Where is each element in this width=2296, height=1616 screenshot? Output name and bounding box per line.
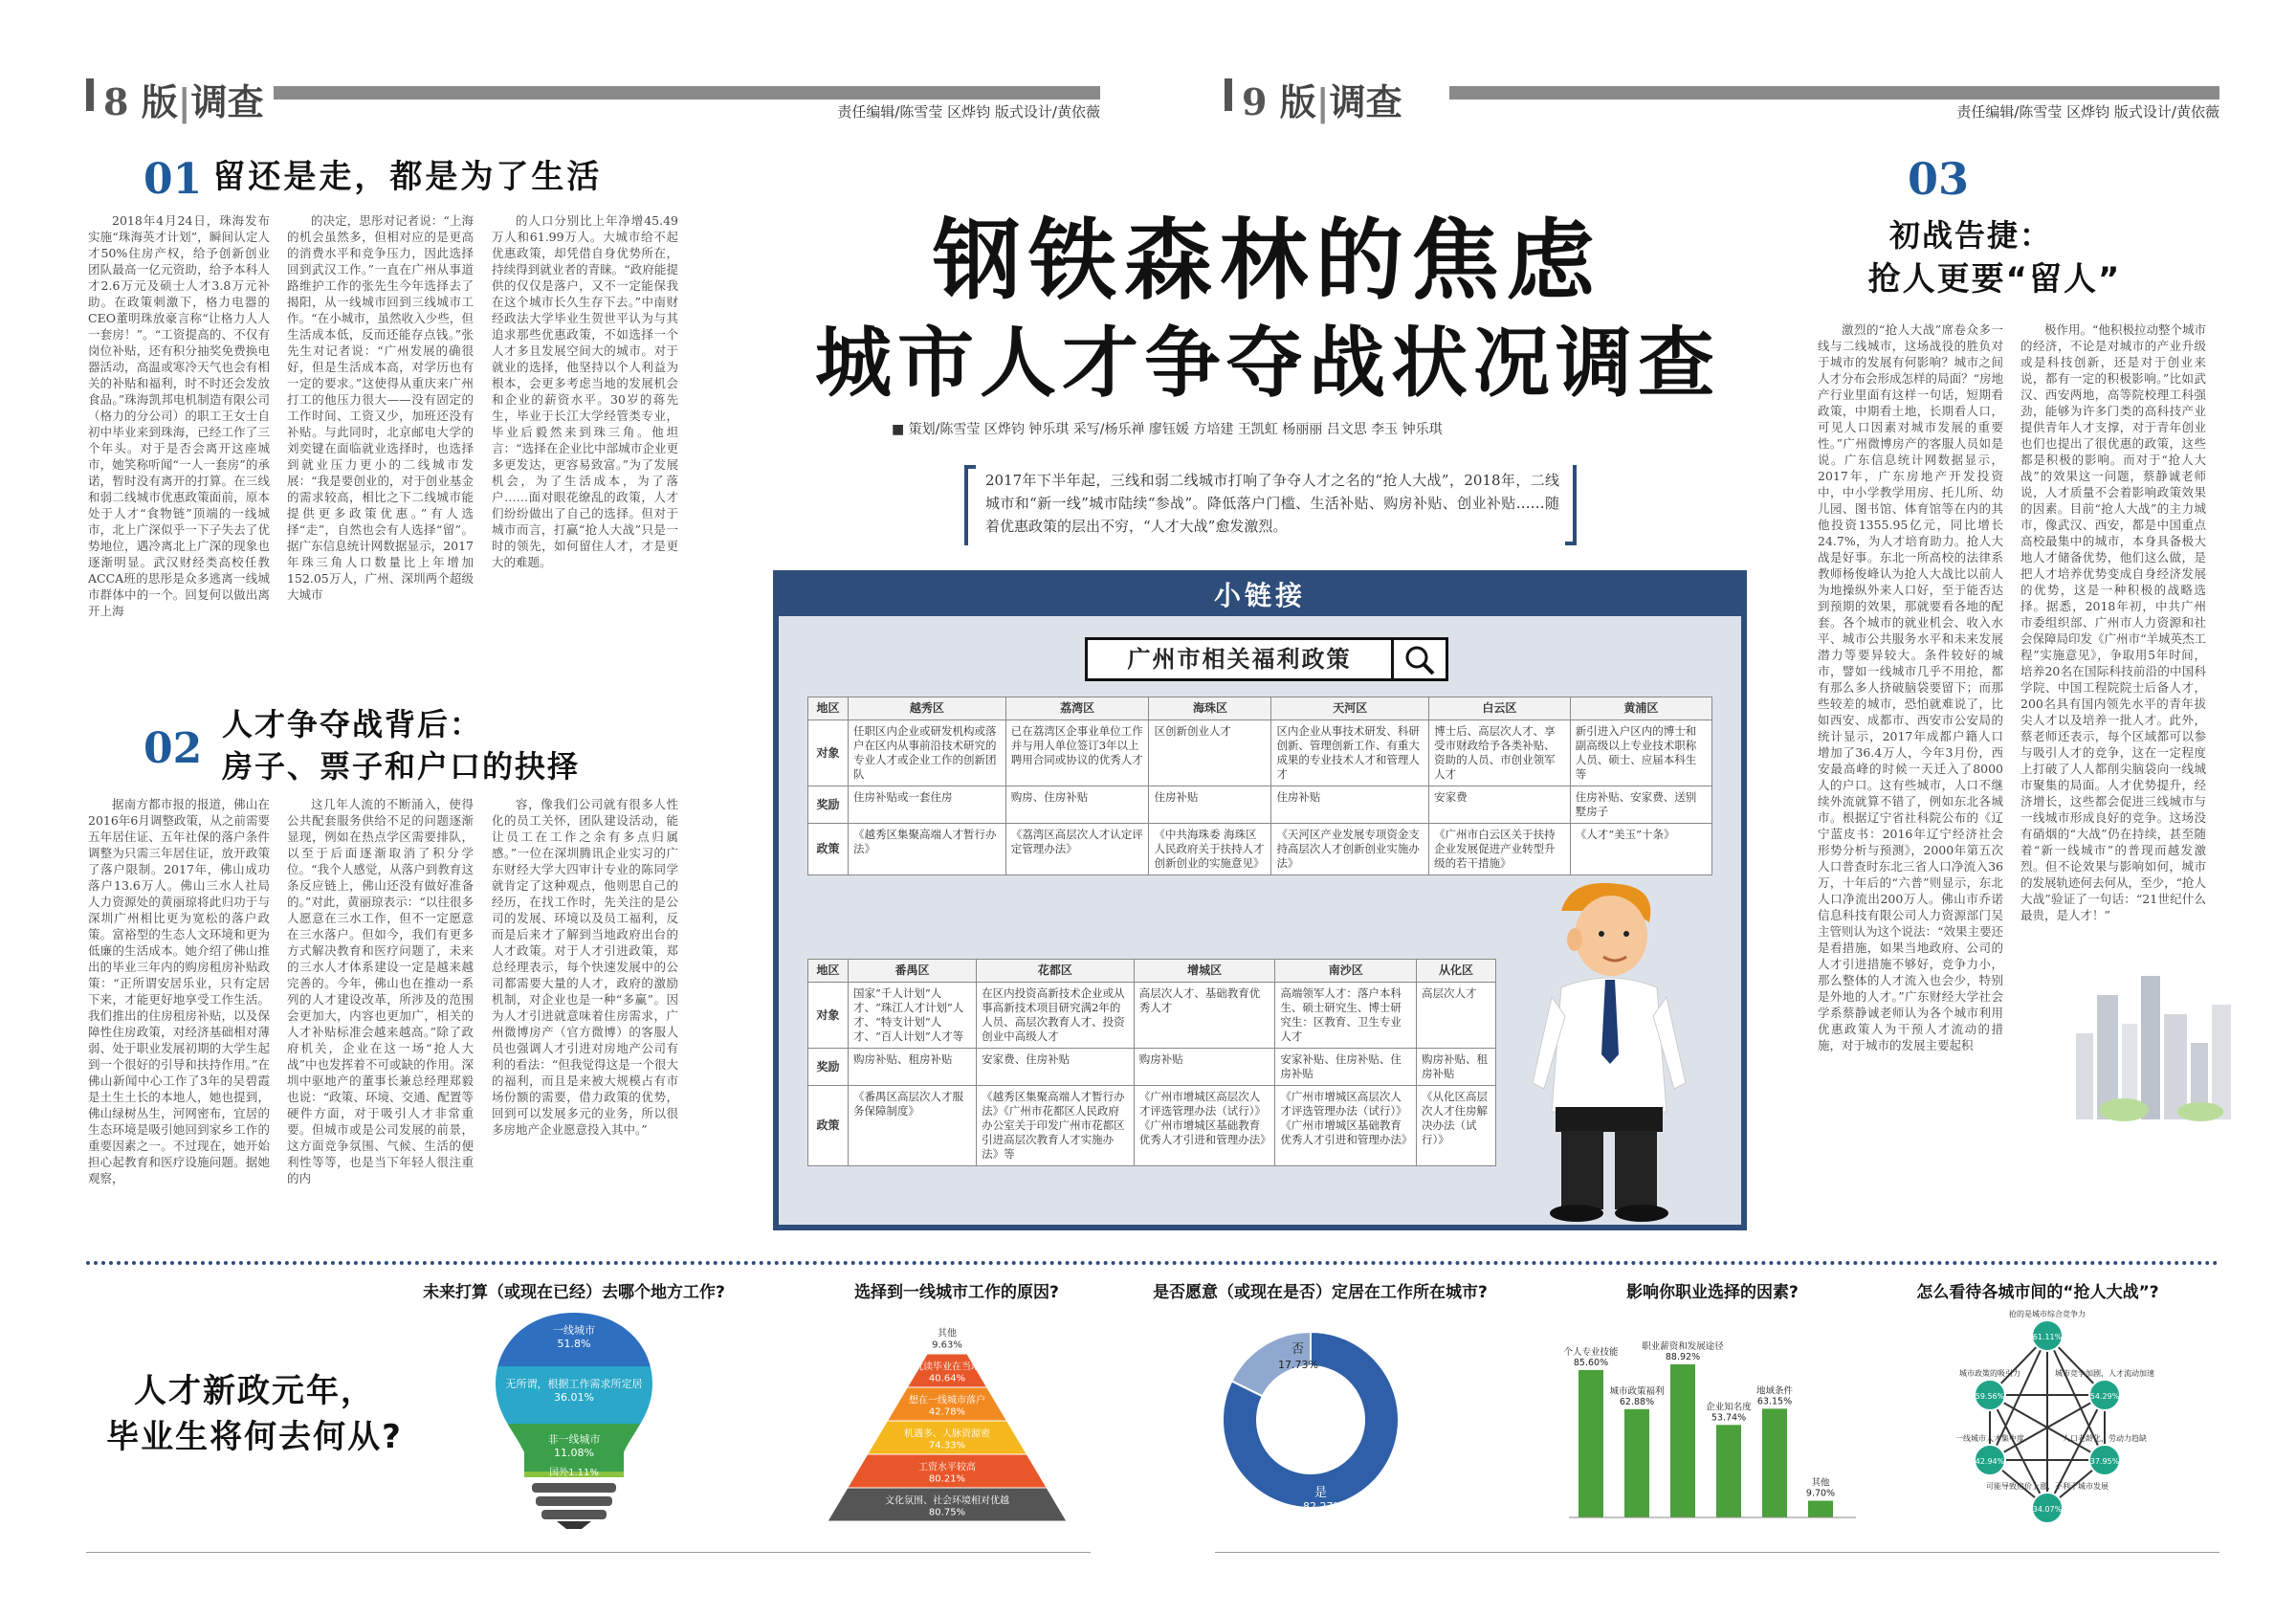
table-cell: 《中共海珠委 海珠区人民政府关于扶持人才创新创业的实施意见》 [1149, 824, 1271, 875]
byline: ■ 策划/陈雪莹 区烨钧 钟乐琪 采写/杨乐禅 廖钰媛 方培建 王凯虹 杨丽丽 吕文思 李玉 钟乐琪 [892, 422, 1443, 437]
page-number: 8 [103, 80, 129, 123]
article-column: 2018年4月24日，珠海发布实施“珠海英才计划”，瞬间认定人才50%住房产权，给予创新创业团队最高一亿元资助，给予本科人才2.6万元及硕士人才3.8万元补助。在政策刺激下，格力电器的CEO董明珠放豪言称“让格力人人一套房！”。“工资提高的、不仅有岗位补贴，还有积分抽奖免费换电器活动，高温或寒冷天气也会有相关的补贴和福利，时不时还会发放食品。”珠海凯邦电机制造有限公司（格力的分公司）的职工王女士自初中毕业来到珠海，已经工作了三个年头。对于是否会离开这座城市，她笑称听闻“一人一套房”的承诺，暂时没有离开的打算。在三线和弱二线城市优惠政策面前，原本处于人才“食物链”顶端的一线城市，北上广深似乎一下子失去了优势地位，遇冷离北上广深的现象也逐渐明显。武汉财经类高校任教ACCA班的思彤是众多逃离一线城市群体中的一个。回复何以做出离开上海 [88, 213, 270, 618]
panel-title-bar [779, 576, 1741, 616]
table-header: 黄浦区 [1570, 697, 1711, 720]
section-number: 01 [144, 155, 203, 204]
table-header: 增城区 [1134, 960, 1275, 983]
pyramid-label: 机遇多、人脉资源密 [904, 1428, 990, 1440]
pyramid-chart [823, 1320, 1071, 1521]
pyramid-label: 其他 [938, 1328, 957, 1339]
bar-label: 城市政策福利 [1609, 1385, 1665, 1397]
table-cell: 《广州市白云区关于扶持企业发展促进产业转型升级的若干措施》 [1429, 824, 1571, 875]
chart-label: 无所谓，根据工作需求所定居 [505, 1378, 643, 1390]
bar-label: 个人专业技能 [1563, 1346, 1619, 1358]
table-row [808, 983, 1496, 1049]
infographic-heading-line: 人才新政元年， [134, 1372, 375, 1410]
page-unit: 版 [1279, 81, 1316, 123]
table-header: 花都区 [977, 960, 1135, 983]
row-label: 政策 [808, 1086, 849, 1166]
table-cell: 《广州市增城区高层次人才评选管理办法（试行）》《广州市增城区基础教育优秀人才引进和管理办法》 [1275, 1086, 1417, 1166]
network-chart [1952, 1307, 2154, 1527]
node-label: 城市政策的吸引力 [1959, 1369, 2020, 1378]
section-divider [86, 1261, 2219, 1265]
table-row [808, 1049, 1496, 1086]
bar-label: 企业知名度 [1706, 1402, 1752, 1413]
left-page-header: 8 版|调查 责任编辑/陈雪莹 区烨钧 版式设计/黄依薇 [86, 78, 1100, 117]
chart-title: 选择到一线城市工作的原因? [854, 1283, 1059, 1302]
bar [1624, 1409, 1649, 1517]
infographic-heading [92, 1368, 417, 1460]
donut-label: 是 [1314, 1486, 1328, 1500]
table-cell: 住房补贴 [1271, 786, 1429, 824]
table-cell: 已在荔湾区企事业单位工作并与用人单位签订3年以上聘用合同或协议的优秀人才 [1005, 720, 1149, 786]
table-cell: 住房补贴或一套住房 [849, 786, 1006, 824]
table-header: 天河区 [1271, 697, 1429, 720]
bar [1716, 1425, 1741, 1517]
table-cell: 购房、住房补贴 [1005, 786, 1149, 824]
pyramid-value: 80.75% [928, 1507, 966, 1518]
section-subtitle: 抢人更要“留人” [1867, 260, 2122, 299]
pyramid-label: 工资水平较高 [918, 1462, 976, 1473]
bar-label: 职业薪资和发展途径 [1642, 1340, 1724, 1352]
chart-title: 怎么看待各城市间的“抢人大战”? [1916, 1283, 2159, 1302]
article-column: 的决定，思彤对记者说：“上海的机会虽然多，但相对应的是更高的消费水平和竞争压力，因此选择回到武汉工作。”一直在广州从事道路维护工作的张先生今年选择去了揭阳，从一线城市回到三线城市工作。“在小城市，虽然收入少些，但生活成本低，反而还能存点钱。”张先生对记者说：“广州发展的确很好，但是生活成本高，对学历也有一定的要求。”这使得从重庆来广州打工的他压力很大——没有固定的工作时间、工资又少，加班还没有补贴。与此同时，北京邮电大学的刘奕键在面临就业选择时，也选择到就业压力更小的二线城市发展：“我是要创业的，对于创业基金的需求较高，相比之下二线城市能提供更多政策优惠。”有人选择“走”，自然也会有人选择“留”。据广东信息统计网数据显示，2017年珠三角人口数量比上年增加152.05万人，广州、深圳两个超级大城市 [287, 213, 474, 602]
donut-value: 82.27% [1303, 1500, 1343, 1513]
editor-credits: 责任编辑/陈雪莹 区烨钧 版式设计/黄依薇 [837, 103, 1100, 121]
bar [1670, 1364, 1695, 1517]
chart-value: 11.08% [554, 1447, 594, 1459]
bar [1578, 1370, 1603, 1517]
bar [1808, 1501, 1833, 1517]
search-icon [1403, 644, 1436, 676]
table-cell: 《人才“美玉”十条》 [1570, 824, 1711, 875]
section-title: 人才争夺战背后： [222, 706, 483, 742]
donut-value: 17.73% [1278, 1359, 1318, 1371]
bar-value: 85.60% [1573, 1357, 1609, 1368]
table-cell: 博士后、高层次人才、享受市财政给予各类补贴、资助的人员、市创业领军人才 [1429, 720, 1571, 786]
section-number: 02 [144, 724, 203, 773]
page-unit: 版 [141, 81, 178, 123]
bar-label: 地域条件 [1755, 1385, 1794, 1397]
donut-chart [1215, 1324, 1406, 1516]
table-cell: 安家费、住房补贴 [977, 1049, 1135, 1086]
lead-paragraph: 2017年下半年起，三线和弱二线城市打响了争夺人才之名的“抢人大战”，2018年，二线城市和“新一线”城市陆续“参战”。降低落户门槛、生活补贴、购房补贴、创业补贴……随着优惠政策的层出不穷，“人才大战”愈发激烈。 [985, 472, 1559, 535]
table-cell: 高层次人才、基础教育优秀人才 [1134, 983, 1275, 1049]
section-name: 调查 [1329, 81, 1402, 123]
pyramid-value: 9.63% [932, 1339, 962, 1351]
infographic-heading-line: 毕业生将何去何从? [106, 1418, 403, 1456]
section-title: 初战告捷： [1888, 217, 2052, 254]
policy-panel [773, 570, 1747, 1230]
article-column: 容，像我们公司就有很多人性化的员工关怀，团队建设活动，能让员工在工作之余有多点归属感。”一位在深圳腾讯企业实习的广东财经大学大四审计专业的陈同学就肯定了这种观点，他则思自己的经历，在找工作时，先关注的是公司的发展、环境以及员工福利，反而是后来才了解到当地政府出台的人才政策。对于人才引进政策，郑总经理表示，每个快速发展中的公司都需要大量的人才，政府的激励机制，对企业也是一种“多赢”。因为人才引进就意味着住房需求，广州微博房产（官方微博）的客服人员也强调人才引进对房地产公司有利的看法：“但我觉得这是一个很大的福利，而且是来被大规模占有市场份额的需要，借力政策的优势，回到可以发展多元的业务，所以很多房地产企业愿意投入其中。” [492, 797, 678, 1137]
node-label: 人口老龄化，劳动力趋缺 [2063, 1434, 2147, 1443]
bottom-rule [1215, 1552, 2219, 1553]
bar-value: 63.15% [1756, 1396, 1793, 1407]
table-cell: 购房补贴、租房补贴 [1417, 1049, 1496, 1086]
table-cell: 新引进入户区内的博士和副高级以上专业技术职称人员、硕士、应届本科生等 [1570, 720, 1711, 786]
bar-label: 其他 [1811, 1477, 1830, 1489]
row-label: 对象 [808, 983, 849, 1049]
node-value: 54.29% [2089, 1392, 2120, 1401]
table-header: 白云区 [1429, 697, 1571, 720]
table-header: 番禺区 [849, 960, 977, 983]
table-cell: 购房补贴、租房补贴 [849, 1049, 977, 1086]
table-header: 越秀区 [849, 697, 1006, 720]
bottom-rule [86, 1552, 1091, 1553]
section-number: 03 [1908, 153, 1970, 205]
table-cell: 《广州市增城区高层次人才评选管理办法（试行）》《广州市增城区基础教育优秀人才引进和管理办法》 [1134, 1086, 1275, 1166]
node-label: 一线城市人才集中度 [1955, 1434, 2024, 1443]
table-header: 地区 [808, 697, 849, 720]
node-label: 城市竞争加剧，人才流动加速 [2055, 1369, 2154, 1378]
section-subtitle: 房子、票子和户口的抉择 [222, 748, 581, 785]
panel-subtitle-box [1085, 637, 1448, 681]
pyramid-value: 74.33% [928, 1440, 966, 1451]
table-header: 从化区 [1417, 960, 1496, 983]
table-cell: 国家“千人计划”人才、“珠江人才计划”人才、“特支计划”人才、“百人计划”人才等 [849, 983, 977, 1049]
section-03-heading [1875, 212, 2066, 258]
table-row [808, 1086, 1496, 1166]
table-cell: 《荔湾区高层次人才认定评定管理办法》 [1005, 824, 1149, 875]
node-value: 34.07% [2032, 1505, 2063, 1514]
pyramid-value: 42.78% [928, 1406, 966, 1418]
node-value: 37.95% [2089, 1457, 2120, 1466]
chart-title: 未来打算（或现在已经）去哪个地方工作? [423, 1283, 725, 1302]
table-cell: 高层次人才 [1417, 983, 1496, 1049]
right-page-header: 9 版|调查 责任编辑/陈雪莹 区烨钧 版式设计/黄依薇 [1225, 78, 2219, 117]
row-label: 政策 [808, 824, 849, 875]
table-row [808, 786, 1712, 824]
node-label: 可能导致房价上涨，不利于城市发展 [1986, 1482, 2108, 1491]
page-number: 9 [1242, 80, 1268, 123]
editor-credits: 责任编辑/陈雪莹 区烨钧 版式设计/黄依薇 [1956, 103, 2219, 121]
pyramid-label: 就读毕业在当地 [914, 1361, 981, 1373]
article-column: 激烈的“抢人大战”席卷众多一线与二线城市，这场战役的胜负对于城市的发展有何影响？城市之间人才分布会形成怎样的局面？“房地产行业里面有这样一句话，短期看政策，中期看土地，长期看人口，可见人口因素对城市发展的重要性。”广州微博房产的客服人员如是说。广东信息统计网数据显示，2017年，广东房地产开发投资中，中小学教学用房、托儿所、幼儿园、图书馆、体育馆等在内的其他投资1355.95亿元，同比增长24.7%，为人才培育助力。抢人大战是好事。东北一所高校的法律系教师杨俊峰认为抢人大战比以前人为地操纵外来人口好，至于能否达到预期的效果，那就要看各地的配套。各个城市的就业机会、收入水平、城市公共服务水平和未来发展潜力等要异较大。条件较好的城市，譬如一线城市几乎不用抢，都有那么多人挤破脑袋要留下；而那些较差的城市，恐怕就难说了，比如西安、成都市、西安市公安局的统计显示，2017年成都户籍人口增加了36.4万人，今年3月份，西安最高峰的时候一天迁入了8000人的户口。这有些城市，人口不继续外流就算不错了，例如东北各城市。根据辽宁省社科院公布的《辽宁蓝皮书：2016年辽宁经济社会形势分析与预测》，2000年第五次人口普查时东北三省人口净流入36万，十年后的“六普”则显示，东北人口净流出200万人。佛山市乔诺信息科技有限公司人力资源部门吴主管则认为这个说法：“效果主要还是看措施，如果当地政府、公司的人才引进措施不够好，竞争力小，那么整体的人才流入也会少，特别是外地的人才。”广东财经大学社会学系蔡静诚老师认为各个城市利用优惠政策人为干预人才流动的措施，对于城市的发展主要起积 [1818, 322, 2003, 1052]
chart-value: 36.01% [554, 1391, 594, 1404]
table-cell: 购房补贴 [1134, 1049, 1275, 1086]
row-label: 对象 [808, 720, 849, 786]
article-column: 的人口分别比上年净增45.49万人和61.99万人。大城市给不起优惠政策，却凭借自身优势所在，持续得到就业者的青睐。“政府能提供的仅仅是落户，又不一定能保我在这个城市长久生存下去。”中南财经政法大学毕业生贺世平认为与其追求那些优惠政策，不如选择一个人才多且发展空间大的城市。对于就业的选择，他坚持以个人利益为根本，会更多考虑当地的发展机会和企业的薪资水平。30岁的蒋先生，毕业于长江大学经管类专业，毕业后毅然来到珠三角。他坦言：“选择在企业比中部城市企业更多更发达，更容易致富。”为了发展机会，为了生活成本，为了落户……面对眼花缭乱的政策，人才们纷纷做出了自己的选择。但对于城市而言，打赢“抢人大战”只是一时的领先，如何留住人才，才是更大的难题。 [492, 213, 678, 569]
table-cell: 住房补贴、安家费、送别墅房子 [1570, 786, 1711, 824]
row-label: 奖励 [808, 786, 849, 824]
main-subtitle: 城市人才争夺战状况调查 [815, 319, 1720, 408]
bar-chart [1563, 1317, 1856, 1527]
table-cell: 《番禺区高层次人才服务保障制度》 [849, 1086, 977, 1166]
section-name: 调查 [190, 81, 264, 123]
lead-box [964, 465, 1577, 545]
node-value: 61.11% [2032, 1333, 2063, 1341]
table-header: 地区 [808, 960, 849, 983]
table-header: 荔湾区 [1005, 697, 1149, 720]
table-header: 南沙区 [1275, 960, 1417, 983]
bar-value: 9.70% [1805, 1488, 1836, 1499]
table-cell: 区创新创业人才 [1149, 720, 1271, 786]
table-cell: 《越秀区集聚高端人才暂行办法》《广州市花都区人民政府办公室关于印发广州市花都区引进高层次教育人才实施办法》等 [977, 1086, 1135, 1166]
table-cell: 《越秀区集聚高端人才暂行办法》 [849, 824, 1006, 875]
bar-value: 88.92% [1665, 1351, 1701, 1362]
chart-value: 51.8% [557, 1338, 591, 1350]
chart-title: 是否愿意（或现在是否）定居在工作所在城市? [1153, 1283, 1488, 1302]
bar-value: 62.88% [1619, 1396, 1655, 1407]
section-title: 留还是走，都是为了生活 [212, 158, 603, 196]
bar [1762, 1408, 1787, 1517]
table-cell: 住房补贴 [1149, 786, 1271, 824]
table-cell: 安家补贴、住房补贴、住房补贴 [1275, 1049, 1417, 1086]
city-skyline-illustration [2066, 957, 2239, 1119]
pyramid-label: 想在一线城市落户 [909, 1395, 985, 1406]
article-column: 极作用。“他积极拉动整个城市的经济，不论是对城市的产业升级或是科技创新，还是对于创业来说，都有一定的积极影响。”比如武汉、西安两地，高等院校理工科强劲，能够为许多门类的高科技产业提供青年人才支撑，对于青年创业也们也提出了很优惠的政策，这些都是积极的影响。而对于“抢人大战”的效果这一问题，蔡静诚老师说，人才质量不会着影响政策效果的因素。目前“抢人大战”的主力城市，像武汉、西安，都是中国重点高校最集中的城市，本身具备极大地人才储备优势，他们这么做，是把人才培养优势变成自身经济发展的优势，这是一种积极的战略选择。据悉，2018年初，中共广州市委组织部、广州市人力资源和社会保障局印发《广州市“羊城英杰工程”实施意见》，争取用5年时间，培养20名在国际科技前沿的中国科学院、中国工程院院士后备人才，200名具有国内领先水平的青年拔尖人才以及培养一批人才。此外，蔡老师还表示，每个区域都可以参与吸引人才的竞争，这在一定程度上打破了人人都削尖脑袋向一线城市聚集的局面。人才优势提升，经济增长，这些都会促进三线城市与一线城市形成良好的竞争。这场没有硝烟的“大战”仍在持续，甚至随着“新一线城市”的普现而越发激烈。但不论效果与影响如何，城市的发展轨迹何去何从，至少，“抢人大战”验证了一句话：“21世纪什么最贵，是人才！” [2020, 322, 2206, 922]
table-cell: 《天河区产业发展专项资金支持高层次人才创新创业实施办法》 [1271, 824, 1429, 875]
lightbulb-chart [488, 1309, 660, 1529]
table-cell: 在区内投资高新技术企业或从事高新技术项目研究满2年的人员、高层次教育人才、投资创业中高级人才 [977, 983, 1135, 1049]
article-column: 据南方都市报的报道，佛山在2016年6月调整政策，从之前需要五年居住证、五年社保的落户条件调整为只需三年居住证，放开政策了落户限制。2017年，佛山成功落户13.6万人。佛山三水人社局人力资源处的黄丽琼将此归功于与深圳广州相比更为宽松的落户政策。富裕型的生态人文环境和更为低廉的生活成本。她介绍了佛山推出的毕业三年内的购房租房补贴政策：“正所谓安居乐业，只有定居下来，才能更好地享受工作生活。我们推出的住房租房补贴，以及保障性住房政策，对经济基础相对薄弱、处于职业发展初期的大学生起到一个很好的引导和扶持作用。”在佛山新闻中心工作了3年的吴碧霞是土生土长的本地人，她也提到，佛山绿树丛生，河网密布，宜居的生态环境是吸引她回到家乡工作的重要因素之一。不过现在，她开始担心起教育和医疗设施问题。据她观察， [88, 797, 270, 1185]
table-header: 海珠区 [1149, 697, 1271, 720]
chart-label: 国外1.11% [549, 1468, 599, 1478]
businessman-illustration [1523, 873, 1695, 1227]
node-label: 抢的是城市综合竞争力 [2009, 1310, 2086, 1318]
table-cell: 安家费 [1429, 786, 1571, 824]
pyramid-value: 40.64% [928, 1373, 966, 1384]
table-cell: 《从化区高层次人才住房解决办法（试行）》 [1417, 1086, 1496, 1166]
table-cell: 高端领军人才：落户本科生、硕士研究生、博士研究生：区教育、卫生专业人才 [1275, 983, 1417, 1049]
node-value: 42.94% [1975, 1457, 2005, 1466]
chart-title: 影响你职业选择的因素? [1626, 1283, 1799, 1302]
panel-subtitle: 广州市相关福利政策 [1088, 640, 1394, 678]
table-cell: 任职区内企业或研发机构或落户在区内从事前沿技术研究的专业人才或企业工作的创新团队 [849, 720, 1006, 786]
policy-table-2 [807, 959, 1496, 1209]
main-title: 钢铁森林的焦虑 [932, 210, 1602, 312]
table-row [808, 824, 1712, 875]
pyramid-value: 80.21% [928, 1473, 966, 1485]
node-value: 59.56% [1975, 1392, 2005, 1401]
row-label: 奖励 [808, 1049, 849, 1086]
donut-label: 否 [1292, 1342, 1305, 1357]
table-row [808, 720, 1712, 786]
chart-label: 非一线城市 [547, 1433, 601, 1446]
table-cell: 区内企业从事技术研发、科研创新、管理创新工作、有重大成果的专业技术人才和管理人才 [1271, 720, 1429, 786]
chart-label: 一线城市 [553, 1324, 595, 1337]
article-column: 这几年人流的不断涌入，使得公共配套服务供给不足的问题逐渐显现，例如在热点学区需要排队，以至于后面逐渐取消了积分学位。“我个人感觉，从落户到教育这条反应链上，佛山还没有做好准备的。”对此，黄丽琼表示：“以往很多人愿意在三水工作，但不一定愿意在三水落户。但如今，我们有更多方式解决教育和医疗问题了，未来的三水人才体系建设一定是越来越完善的。今年，佛山也在推动一系列的人才建设改革，所涉及的范围会更加大，内容也更加广，相关的人才补贴标准会越来越高。”除了政府机关，企业在这一场“抢人大战”中也发挥着不可或缺的作用。深圳中驱地产的董事长兼总经理郑毅也说：“政策、环境、交通、配置等硬件方面，对于吸引人才非常重要。但城市或是公司发展的前景，这方面竞争氛围、气候、生活的便利性等等，也是当下年轻人很注重的内 [287, 797, 474, 1185]
panel-title: 小链接 [1213, 580, 1306, 611]
bar-value: 53.74% [1711, 1412, 1747, 1424]
section-01-heading [144, 155, 602, 204]
pyramid-label: 文化氛围、社会环境相对优越 [885, 1495, 1009, 1507]
